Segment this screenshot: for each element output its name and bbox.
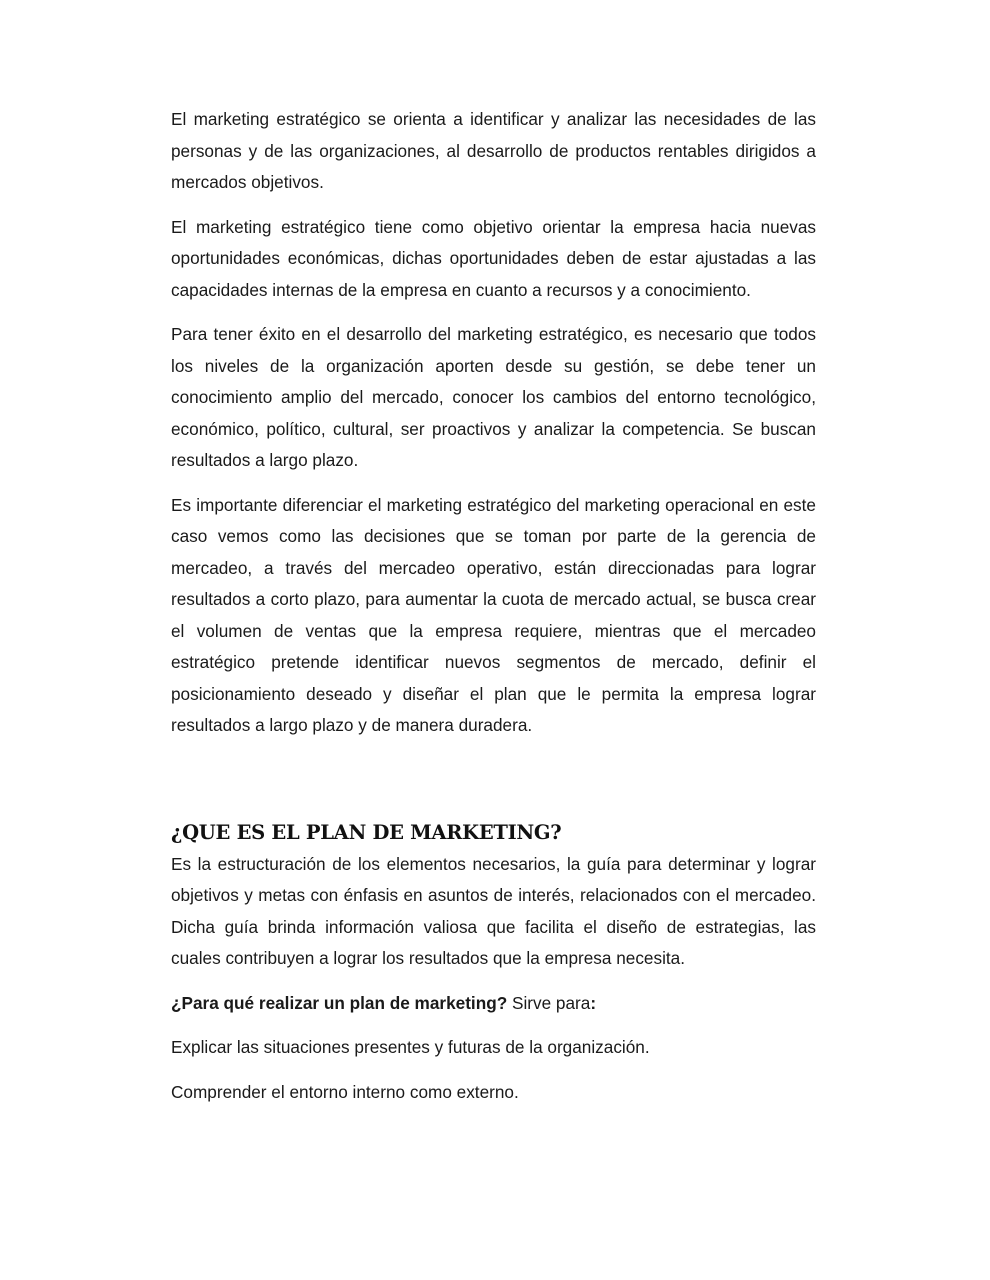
paragraph-strategic-vs-operational: Es importante diferenciar el marketing estratégico del marketing operacional en este caso vemos como las decisiones que se toman por parte de la gerencia de mercadeo, a través del mercadeo operativo, están direccionadas para lograr resultados a corto plazo, para aumentar la cuota de mercado actual, se busca crear el volumen de ventas que la empresa requiere, mientras que el mercadeo estratégico pretende identificar nuevos segmentos de mercado, definir el posicionamiento deseado y diseñar el plan que le permita la empresa lograr resultados a largo plazo y de manera duradera. [171, 494, 816, 735]
question-line [171, 988, 816, 1020]
paragraph-success-factors: Para tener éxito en el desarrollo del marketing estratégico, es necesario que todos los niveles de la organización aporten desde su gestión, se debe tener un conocimiento amplio del mercado, conocer los cambios del entorno tecnológico, económico, político, cultural, ser proactivos y analizar la competencia. Se buscan resultados a largo plazo. [171, 324, 816, 470]
question-colon: : [590, 992, 597, 1013]
document-body [171, 104, 816, 1121]
question-normal-text: Sirve para [507, 992, 591, 1013]
paragraph-plan-definition: Es la estructuración de los elementos necesarios, la guía para determinar y lograr objetivos y metas con énfasis en asuntos de interés, relacionados con el mercadeo. Dicha guía brinda información valiosa que facilita el diseño de estrategias, las cuales contribuyen a lograr los resultados que la empresa necesita. [171, 853, 816, 968]
section-spacer [171, 755, 816, 817]
paragraph-strategic-marketing-definition: El marketing estratégico se orienta a identificar y analizar las necesidades de las personas y de las organizaciones, al desarrollo de productos rentables dirigidos a mercados objetivos. [171, 109, 816, 192]
section-heading-plan-marketing: ¿QUE ES EL PLAN DE MARKETING? [171, 820, 562, 844]
paragraph-strategic-marketing-objective: El marketing estratégico tiene como objetivo orientar la empresa hacia nuevas oportunidades económicas, dichas oportunidades deben de estar ajustadas a las capacidades internas de la empresa en cuanto a recursos y a conocimiento. [171, 216, 816, 300]
list-item-explain-situations: Explicar las situaciones presentes y futuras de la organización. [171, 1037, 650, 1057]
list-item-understand-environment: Comprender el entorno interno como externo. [171, 1081, 519, 1102]
question-bold-text: ¿Para qué realizar un plan de marketing? [171, 992, 508, 1013]
